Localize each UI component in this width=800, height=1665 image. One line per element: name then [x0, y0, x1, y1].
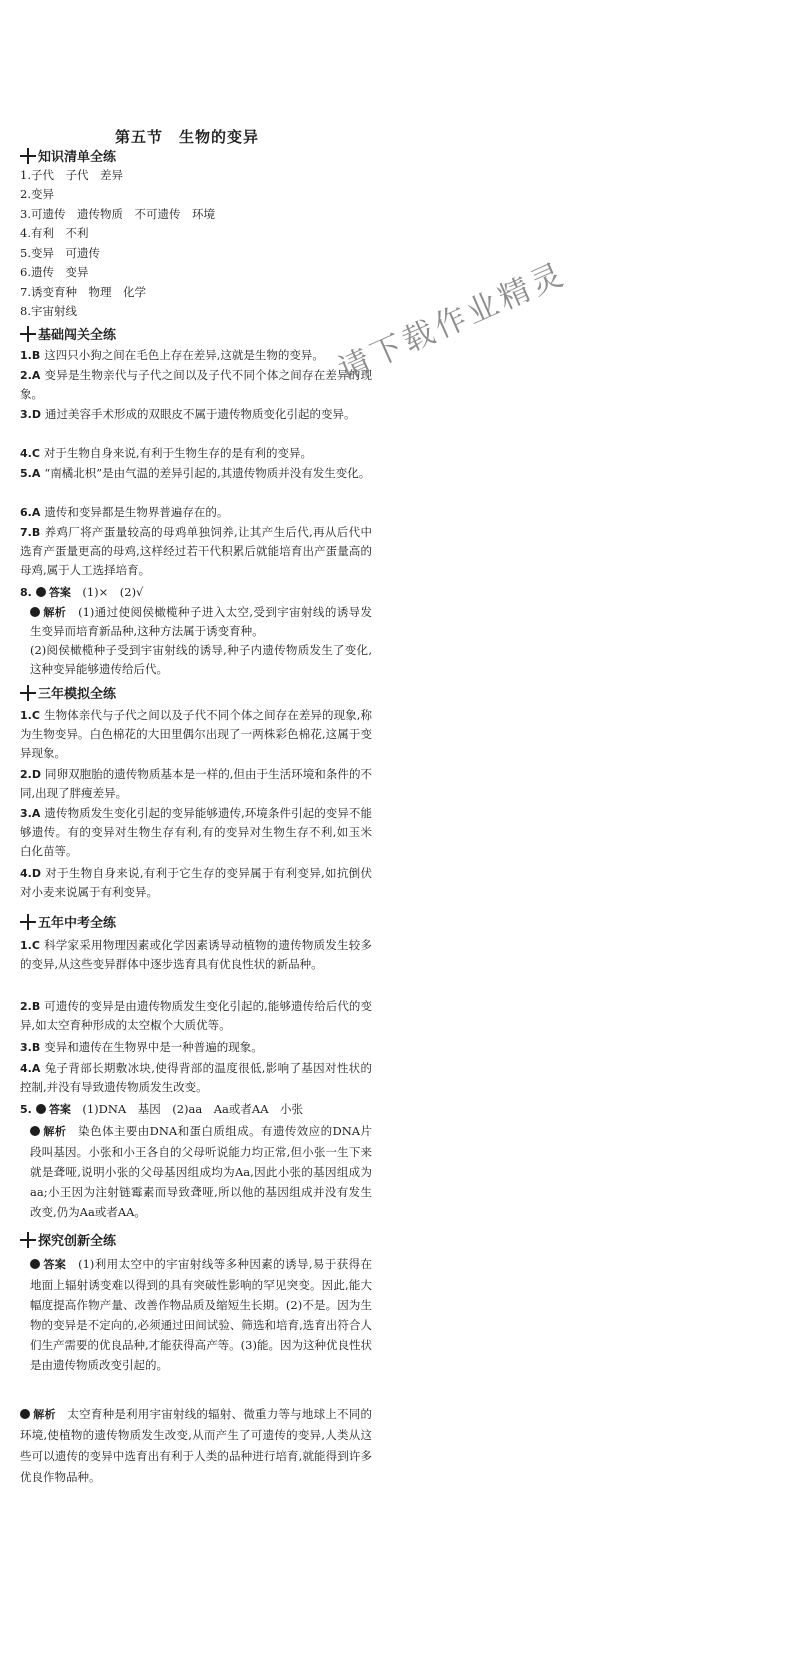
answer-text: 遗传物质发生变化引起的变异能够遗传,环境条件引起的变异不能够遗传。有的变异对生物生存有利,有的变异对生物生存不利,如玉米白化苗等。 — [20, 806, 372, 858]
answer-label: 答案 — [48, 586, 71, 599]
answer-number: 7.B — [20, 526, 41, 539]
section-title: 三年模拟全练 — [38, 687, 117, 702]
section-knowledge-header — [20, 146, 116, 165]
answer-number: 3.D — [20, 408, 41, 421]
knowledge-item: 2.变异 — [20, 187, 54, 201]
analysis-text: (1)通过使阅侯橄榄种子进入太空,受到宇宙射线的诱导发生变异而培育新品种,这种方法属于诱变育种。 — [30, 605, 373, 638]
answer-text: 同卵双胞胎的遗传物质基本是一样的,但由于生活环境和条件的不同,出现了胖瘦差异。 — [20, 767, 372, 800]
page-title: 第五节 生物的变异 — [115, 128, 260, 146]
answer-number: 5. — [20, 1103, 32, 1116]
sparkle-icon — [20, 148, 36, 164]
knowledge-item: 8.宇宙射线 — [20, 304, 77, 318]
section-basic-header — [20, 324, 116, 343]
analysis-icon — [30, 1126, 40, 1136]
section-mock-header — [20, 683, 116, 702]
analysis-block — [20, 1404, 372, 1488]
section-exam-header — [20, 912, 116, 931]
sparkle-icon — [20, 1232, 36, 1248]
answer-number: 3.B — [20, 1041, 41, 1054]
answer-item — [20, 765, 372, 803]
analysis-block — [20, 1121, 372, 1222]
sparkle-icon — [20, 326, 36, 342]
knowledge-item: 1.子代 子代 差异 — [20, 168, 123, 182]
answer-item — [20, 1059, 372, 1097]
answer-number: 6.A — [20, 506, 41, 519]
answer-item — [20, 503, 372, 522]
answer-text: 对于生物自身来说,有利于生物生存的是有利的变异。 — [43, 446, 313, 460]
section-title: 基础闯关全练 — [38, 328, 117, 343]
answer-item — [20, 997, 372, 1035]
analysis-block — [20, 603, 372, 679]
answer-text: 通过美容手术形成的双眼皮不属于遗传物质变化引起的变异。 — [44, 407, 356, 421]
answer-item — [20, 366, 372, 404]
answer-label: 答案 — [43, 1258, 67, 1271]
section-title: 五年中考全练 — [38, 916, 117, 931]
answer-item — [20, 706, 372, 763]
analysis-text: 太空育种是利用宇宙射线的辐射、微重力等与地球上不同的环境,使植物的遗传物质发生改变,从而产生了可遗传的变异,人类从这些可以遗传的变异中选育出有利于人类的品种进行培育,就能得到许多优良作物品种。 — [20, 1407, 373, 1484]
answer-item — [20, 346, 372, 365]
analysis-icon — [20, 1409, 30, 1419]
answer-text: 可遗传的变异是由遗传物质发生变化引起的,能够遗传给后代的变异,如太空育种形成的太空椒个大质优等。 — [20, 999, 372, 1032]
knowledge-item: 4.有利 不利 — [20, 226, 89, 240]
answer-number: 1.C — [20, 939, 40, 952]
knowledge-item: 5.变异 可遗传 — [20, 246, 100, 260]
answer-icon — [36, 587, 46, 597]
answer-icon — [36, 1104, 46, 1114]
watermark-text: 请下载作业精灵 — [333, 255, 572, 389]
answer-text: 变异和遗传在生物界中是一种普遍的现象。 — [44, 1040, 263, 1054]
answer-number: 4.D — [20, 867, 41, 880]
answer-text: 变异是生物亲代与子代之间以及子代不同个体之间存在差异的现象。 — [20, 368, 372, 401]
answer-number: 5.A — [20, 467, 41, 480]
answer-text: 生物体亲代与子代之间以及子代不同个体之间存在差异的现象,称为生物变异。白色棉花的大田里偶尔出现了一两株彩色棉花,这属于变异现象。 — [20, 708, 372, 760]
answer-text: (1)× (2)√ — [82, 585, 144, 599]
sparkle-icon — [20, 914, 36, 930]
answer-item — [20, 1100, 372, 1119]
answer-text: 科学家采用物理因素或化学因素诱导动植物的遗传物质发生较多的变异,从这些变异群体中逐步选育具有优良性状的新品种。 — [20, 938, 372, 971]
answer-text: 这四只小狗之间在毛色上存在差异,这就是生物的变异。 — [44, 348, 324, 362]
analysis-text: 染色体主要由DNA和蛋白质组成。有遗传效应的DNA片段叫基因。小张和小王各自的父母听说能力均正常,但小张一生下来就是聋哑,说明小张的父母基因组成均为Aa,因此小张的基因组成为aa;小王因为注射链霉素而导致聋哑,所以他的基因组成并没有发生改变,仍为Aa或者AA。 — [30, 1124, 373, 1219]
answer-text: 遗传和变异都是生物界普遍存在的。 — [44, 505, 229, 519]
analysis-label: 解析 — [33, 1408, 56, 1421]
answer-text: 兔子背部长期敷冰块,使得背部的温度很低,影响了基因对性状的控制,并没有导致遗传物质发生改变。 — [20, 1061, 372, 1094]
knowledge-item: 3.可遗传 遗传物质 不可遗传 环境 — [20, 207, 215, 221]
analysis-label: 解析 — [43, 606, 67, 619]
answer-number: 1.B — [20, 349, 41, 362]
analysis-icon — [30, 607, 40, 617]
answer-text: (1)利用太空中的宇宙射线等多种因素的诱导,易于获得在地面上辐射诱变难以得到的具有突破性影响的罕见突变。因此,能大幅度提高作物产量、改善作物品质及缩短生长期。(2)不是。因为生物的变异是不定向的,必须通过田间试验、筛选和培育,选育出符合人们生产需要的优良品种,才能获得高产等。(3)能。因为这种优良性状是由遗传物质改变引起的。 — [30, 1257, 373, 1372]
analysis-text: (2)阅侯橄榄种子受到宇宙射线的诱导,种子内遗传物质发生了变化,这种变异能够遗传给后代。 — [30, 643, 372, 676]
answer-item — [20, 583, 372, 602]
answer-item — [20, 405, 372, 424]
answer-block — [20, 1254, 372, 1375]
analysis-label: 解析 — [43, 1125, 67, 1138]
answer-icon — [30, 1259, 40, 1269]
answer-number: 8. — [20, 586, 32, 599]
answer-number: 3.A — [20, 807, 41, 820]
answer-text: 养鸡厂将产蛋量较高的母鸡单独饲养,让其产生后代,再从后代中选育产蛋量更高的母鸡,这样经过若干代积累后就能培育出产蛋量高的母鸡,属于人工选择培育。 — [20, 525, 372, 577]
answer-number: 1.C — [20, 709, 40, 722]
answer-item — [20, 1038, 372, 1057]
answer-number: 2.D — [20, 768, 41, 781]
answer-number: 2.A — [20, 369, 41, 382]
answer-number: 4.A — [20, 1062, 41, 1075]
knowledge-item: 7.诱变育种 物理 化学 — [20, 285, 146, 299]
answer-label: 答案 — [48, 1103, 71, 1116]
answer-text: (1)DNA 基因 (2)aa Aa或者AA 小张 — [82, 1102, 303, 1116]
answer-item — [20, 864, 372, 902]
sparkle-icon — [20, 685, 36, 701]
answer-item — [20, 464, 372, 483]
answer-item — [20, 523, 372, 580]
answer-text: 对于生物自身来说,有利于它生存的变异属于有利变异,如抗倒伏对小麦来说属于有利变异。 — [20, 866, 372, 899]
answer-item — [20, 804, 372, 861]
section-title: 知识清单全练 — [38, 150, 117, 165]
answer-item — [20, 444, 372, 463]
answer-text: “南橘北枳”是由气温的差异引起的,其遗传物质并没有发生变化。 — [44, 466, 371, 480]
answer-number: 4.C — [20, 447, 40, 460]
answer-item — [20, 936, 372, 974]
answer-number: 2.B — [20, 1000, 41, 1013]
section-title: 探究创新全练 — [38, 1234, 117, 1249]
knowledge-item: 6.遗传 变异 — [20, 265, 89, 279]
section-innovation-header — [20, 1230, 116, 1249]
